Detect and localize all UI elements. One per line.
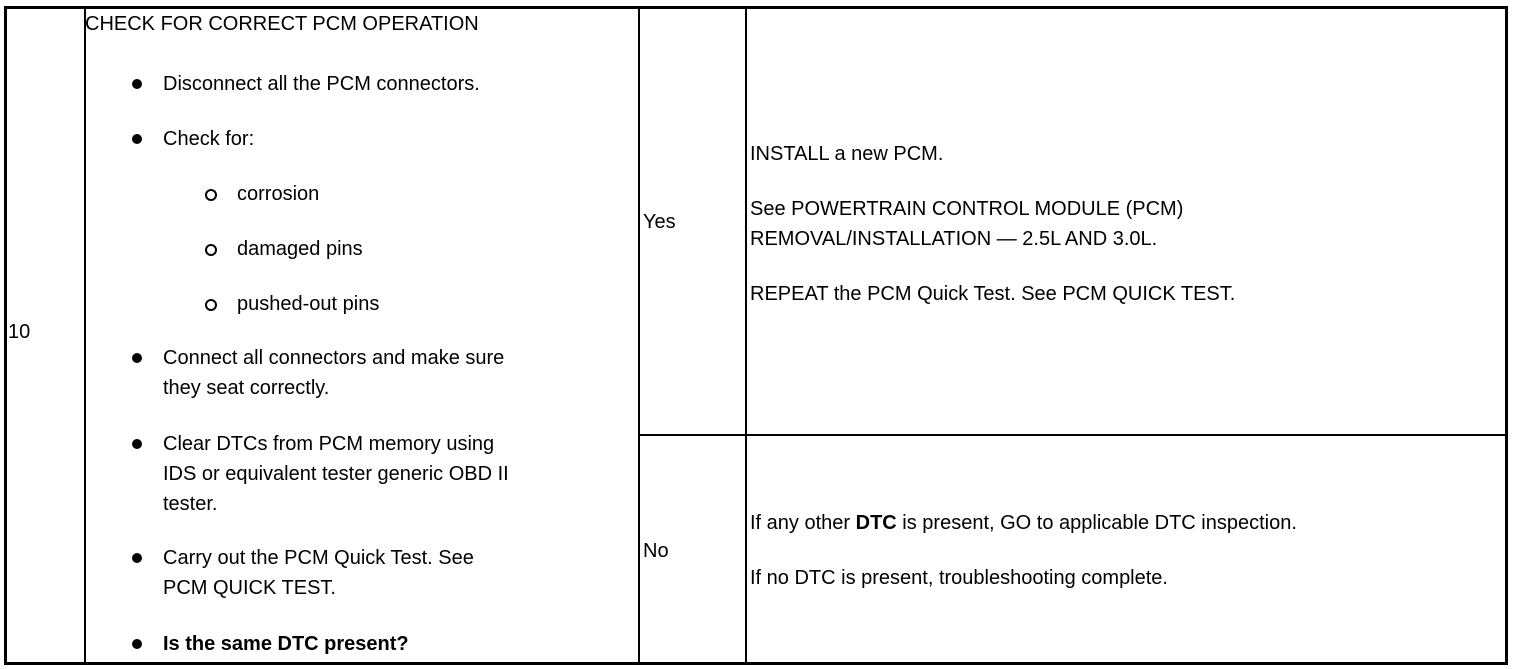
bullet-dot <box>132 553 142 563</box>
bullet-clear-dtcs-line-3: tester. <box>163 493 218 515</box>
no-other-dtc-text <box>750 508 1297 538</box>
sub-item-damaged-pins: damaged pins <box>237 238 363 260</box>
sub-item-pushed-out-pins: pushed-out pins <box>237 293 380 315</box>
step-number: 10 <box>8 321 31 343</box>
bullet-clear-dtcs-line-1: Clear DTCs from PCM memory using <box>163 433 495 455</box>
no-complete-text: If no DTC is present, troubleshooting complete. <box>750 567 1168 589</box>
bullet-dot <box>132 79 142 89</box>
no-other-dtc-suffix: is present, GO to applicable DTC inspection. <box>896 512 1297 534</box>
yes-see-pcm-line-2: REMOVAL/INSTALLATION — 2.5L AND 3.0L. <box>750 228 1158 250</box>
yes-install-text: INSTALL a new PCM. <box>750 143 944 165</box>
column-divider-3 <box>745 9 747 662</box>
row-divider <box>640 434 1505 436</box>
no-label: No <box>643 540 669 562</box>
bullet-check-for: Check for: <box>163 128 255 150</box>
sub-bullet-circle <box>205 189 217 201</box>
bullet-clear-dtcs-line-2: IDS or equivalent tester generic OBD II <box>163 463 509 485</box>
bullet-quick-test-line-1: Carry out the PCM Quick Test. See <box>163 547 474 569</box>
sub-item-corrosion: corrosion <box>237 183 320 205</box>
bullet-disconnect: Disconnect all the PCM connectors. <box>163 73 480 95</box>
yes-label: Yes <box>643 211 676 233</box>
column-divider-1 <box>84 9 86 662</box>
step-title: CHECK FOR CORRECT PCM OPERATION <box>85 13 479 35</box>
sub-bullet-circle <box>205 244 217 256</box>
no-other-dtc-prefix: If any other <box>750 512 856 534</box>
bullet-dot <box>132 639 142 649</box>
bullet-quick-test-line-2: PCM QUICK TEST. <box>163 577 336 599</box>
yes-repeat-text: REPEAT the PCM Quick Test. See PCM QUICK TEST. <box>750 283 1236 305</box>
no-other-dtc-bold: DTC <box>855 512 897 534</box>
bullet-connect-line-1: Connect all connectors and make sure <box>163 347 505 369</box>
bullet-connect-line-2: they seat correctly. <box>163 377 330 399</box>
bullet-question: Is the same DTC present? <box>163 633 409 655</box>
bullet-dot <box>132 134 142 144</box>
bullet-dot <box>132 439 142 449</box>
sub-bullet-circle <box>205 299 217 311</box>
bullet-dot <box>132 353 142 363</box>
yes-see-pcm-line-1: See POWERTRAIN CONTROL MODULE (PCM) <box>750 198 1184 220</box>
column-divider-2 <box>638 9 640 662</box>
